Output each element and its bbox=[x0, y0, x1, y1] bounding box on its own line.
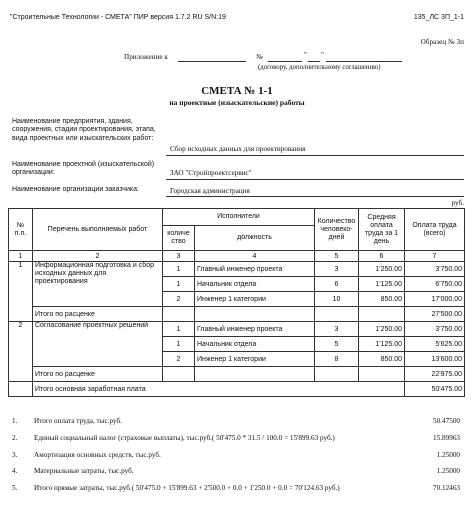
field-underline-customer bbox=[166, 196, 464, 197]
subtotal-value: 27'500.00 bbox=[405, 307, 465, 322]
row-position: Главный инженер проекта bbox=[195, 322, 315, 337]
col-number: 1 bbox=[9, 251, 33, 262]
summary-row bbox=[12, 451, 464, 463]
row-qty: 1 bbox=[163, 322, 195, 337]
header-executors: Исполнители bbox=[163, 209, 315, 226]
summary-row bbox=[12, 484, 464, 496]
field-underline-organization bbox=[166, 179, 464, 180]
field-value-enterprise: Сбор исходных данных для проектирования bbox=[170, 145, 306, 153]
summary-row bbox=[12, 417, 464, 429]
row-days: 8 bbox=[315, 352, 359, 367]
summary-number: 3. bbox=[12, 451, 18, 459]
header-position: должность bbox=[195, 226, 315, 251]
row-total: 13'600.00 bbox=[405, 352, 465, 367]
appendix-blank-2 bbox=[268, 52, 302, 62]
summary-text: Единый социальный налог (страховые выплаты), тыс.руб.( 50'475.0 * 31.5 / 100.0 = 15'899.63 руб.) bbox=[34, 434, 335, 442]
field-value-customer: Городская администрация bbox=[170, 187, 250, 195]
summary-row bbox=[12, 467, 464, 479]
row-days: 10 bbox=[315, 292, 359, 307]
row-avg: 1'125.00 bbox=[359, 277, 405, 292]
appendix-number-label: № bbox=[256, 53, 263, 61]
estimate-table bbox=[8, 208, 465, 397]
subtotal-value: 22'975.00 bbox=[405, 367, 465, 382]
row-qty: 2 bbox=[163, 352, 195, 367]
col-number: 2 bbox=[33, 251, 163, 262]
appendix-quote-close: " bbox=[321, 51, 324, 59]
total-wage-label: Итого основная заработная плата bbox=[33, 382, 405, 397]
software-title: "Строительные Технологии - СМЕТА" ПИР версия 1.7.2 RU S/N:19 bbox=[10, 14, 226, 21]
appendix-quote-open: " bbox=[304, 51, 307, 59]
summary-value: 50.47500 bbox=[433, 417, 460, 425]
subtotal-label: Итого по расценке bbox=[33, 307, 163, 322]
row-qty: 2 bbox=[163, 292, 195, 307]
appendix-label: Приложение к bbox=[124, 53, 168, 61]
col-number: 7 bbox=[405, 251, 465, 262]
row-days: 5 bbox=[315, 337, 359, 352]
row-position: Инженер 1 категории bbox=[195, 292, 315, 307]
section-name: Информационная подготовка и сбор исходных данных для проектирования bbox=[33, 262, 163, 307]
currency-label: руб. bbox=[451, 199, 464, 207]
total-wage-value: 50'475.00 bbox=[405, 382, 465, 397]
row-total: 3'750.00 bbox=[405, 262, 465, 277]
summary-number: 2. bbox=[12, 434, 18, 442]
header-total-wage: Оплата труда (всего) bbox=[405, 209, 465, 251]
summary-value: 1.25000 bbox=[436, 451, 460, 459]
row-qty: 1 bbox=[163, 262, 195, 277]
summary-text: Амортизация основных средств, тыс.руб. bbox=[34, 451, 161, 459]
summary-value: 70.12463 bbox=[433, 484, 460, 492]
field-label-enterprise: Наименование предприятия, здания, сооружения, стадии проектирования, этапа, вида проектных или изыскательских работ: bbox=[12, 118, 156, 142]
col-number: 6 bbox=[359, 251, 405, 262]
row-position: Начальник отдела bbox=[195, 277, 315, 292]
document-code: 135_ЛС 3П_1-1 bbox=[413, 14, 464, 21]
row-total: 6'750.00 bbox=[405, 277, 465, 292]
appendix-blank-4 bbox=[326, 52, 402, 62]
summary-row bbox=[12, 434, 464, 446]
col-number: 5 bbox=[315, 251, 359, 262]
header-works: Перечень выполняемых работ bbox=[33, 209, 163, 251]
row-position: Начальник отдела bbox=[195, 337, 315, 352]
row-days: 6 bbox=[315, 277, 359, 292]
summary-number: 4. bbox=[12, 467, 18, 475]
summary-value: 15.89963 bbox=[433, 434, 460, 442]
col-number: 3 bbox=[163, 251, 195, 262]
section-name: Согласование проектных решений bbox=[33, 322, 163, 367]
subtotal-label: Итого по расценке bbox=[33, 367, 163, 382]
row-qty: 1 bbox=[163, 337, 195, 352]
summary-text: Итого оплата труда, тыс.руб. bbox=[34, 417, 122, 425]
section-number: 1 bbox=[9, 262, 33, 322]
summary-text: Материальные затраты, тыс.руб. bbox=[34, 467, 134, 475]
header-qty: количе ство bbox=[163, 226, 195, 251]
row-total: 5'625.00 bbox=[405, 337, 465, 352]
row-days: 3 bbox=[315, 262, 359, 277]
col-number: 4 bbox=[195, 251, 315, 262]
summary-number: 1. bbox=[12, 417, 18, 425]
appendix-blank-3 bbox=[308, 52, 320, 62]
form-sample: Образец № 3п bbox=[420, 38, 464, 46]
estimate-title: СМЕТА № 1-1 bbox=[201, 85, 273, 97]
field-label-organization: Наименование проектной (изыскательской) организации: bbox=[12, 161, 155, 177]
field-label-customer: Наименование организации заказчика: bbox=[12, 186, 139, 193]
row-avg: 850.00 bbox=[359, 352, 405, 367]
estimate-subtitle: на проектные (изыскательские) работы bbox=[169, 98, 305, 107]
row-avg: 1'250.00 bbox=[359, 262, 405, 277]
row-total: 3'750.00 bbox=[405, 322, 465, 337]
row-avg: 850.00 bbox=[359, 292, 405, 307]
row-position: Инженер 1 категории bbox=[195, 352, 315, 367]
summary-text: Итого прямые затраты, тыс.руб.( 50'475.0 + 15'899.63 + 2'500.0 + 0.0 + 1'250.0 + 0.0 = 70'124.63 руб.) bbox=[34, 484, 340, 492]
row-avg: 1'125.00 bbox=[359, 337, 405, 352]
field-value-organization: ЗАО "Стройпроектсервис" bbox=[170, 169, 252, 177]
section-number: 2 bbox=[9, 322, 33, 382]
header-days: Количество человеко- дней bbox=[315, 209, 359, 251]
row-avg: 1'250.00 bbox=[359, 322, 405, 337]
header-avg-wage: Средняя оплата труда за 1 день bbox=[359, 209, 405, 251]
appendix-blank-1 bbox=[178, 52, 246, 62]
summary-number: 5. bbox=[12, 484, 18, 492]
row-position: Главный инженер проекта bbox=[195, 262, 315, 277]
row-days: 3 bbox=[315, 322, 359, 337]
header-no: № п.п. bbox=[9, 209, 33, 251]
row-qty: 1 bbox=[163, 277, 195, 292]
appendix-caption: (договору, дополнительному соглашению) bbox=[258, 64, 381, 71]
row-total: 17'000.00 bbox=[405, 292, 465, 307]
summary-value: 1.25000 bbox=[436, 467, 460, 475]
field-underline-enterprise bbox=[166, 155, 464, 156]
